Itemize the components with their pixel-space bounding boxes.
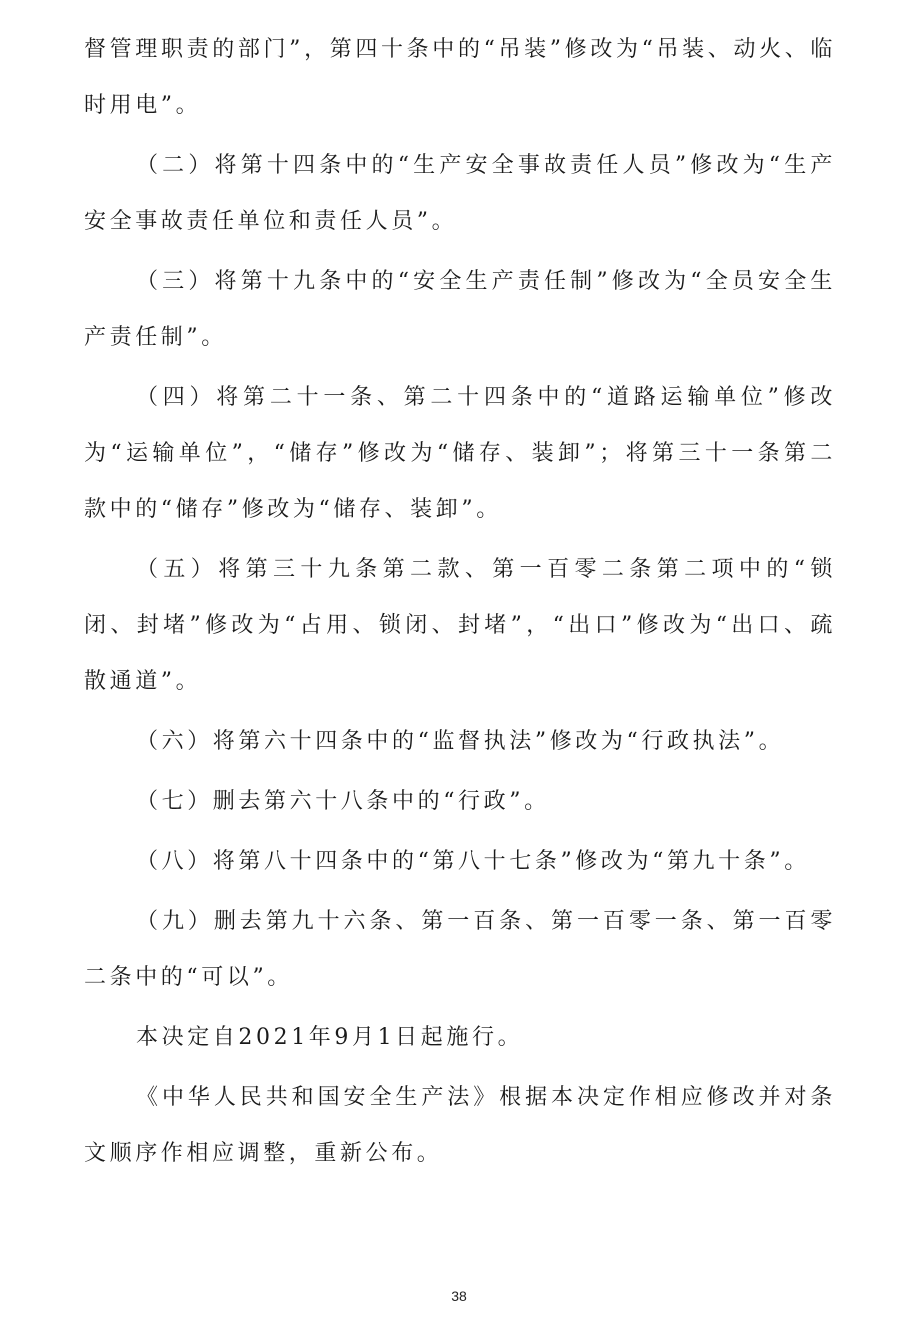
paragraph-item-8: （八）将第八十四条中的“第八十七条”修改为“第九十条”。 <box>136 849 810 874</box>
paragraph-effective-date: 本决定自2021年9月1日起施行。 <box>136 1025 524 1050</box>
document-body <box>84 22 836 1186</box>
page-number: 38 <box>451 1288 467 1304</box>
paragraph-item-4: （四）将第二十一条、第二十四条中的“道路运输单位”修改为“运输单位”，“储存”修改为“储存、装卸”；将第三十一条第二款中的“储存”修改为“储存、装卸”。 <box>84 385 836 522</box>
paragraph-continuation: 督管理职责的部门”，第四十条中的“吊装”修改为“吊装、动火、临时用电”。 <box>84 37 836 118</box>
paragraph-item-7: （七）删去第六十八条中的“行政”。 <box>136 789 550 814</box>
paragraph-item-5: （五）将第三十九条第二款、第一百零二条第二项中的“锁闭、封堵”修改为“占用、锁闭、封堵”，“出口”修改为“出口、疏散通道”。 <box>84 557 836 694</box>
paragraph-item-9: （九）删去第九十六条、第一百条、第一百零一条、第一百零二条中的“可以”。 <box>84 909 836 990</box>
paragraph-item-3: （三）将第十九条中的“安全生产责任制”修改为“全员安全生产责任制”。 <box>84 269 836 350</box>
paragraph-republication: 《中华人民共和国安全生产法》根据本决定作相应修改并对条文顺序作相应调整，重新公布。 <box>84 1085 836 1166</box>
paragraph-item-2: （二）将第十四条中的“生产安全事故责任人员”修改为“生产安全事故责任单位和责任人员”。 <box>84 153 836 234</box>
paragraph-item-6: （六）将第六十四条中的“监督执法”修改为“行政执法”。 <box>136 729 785 754</box>
